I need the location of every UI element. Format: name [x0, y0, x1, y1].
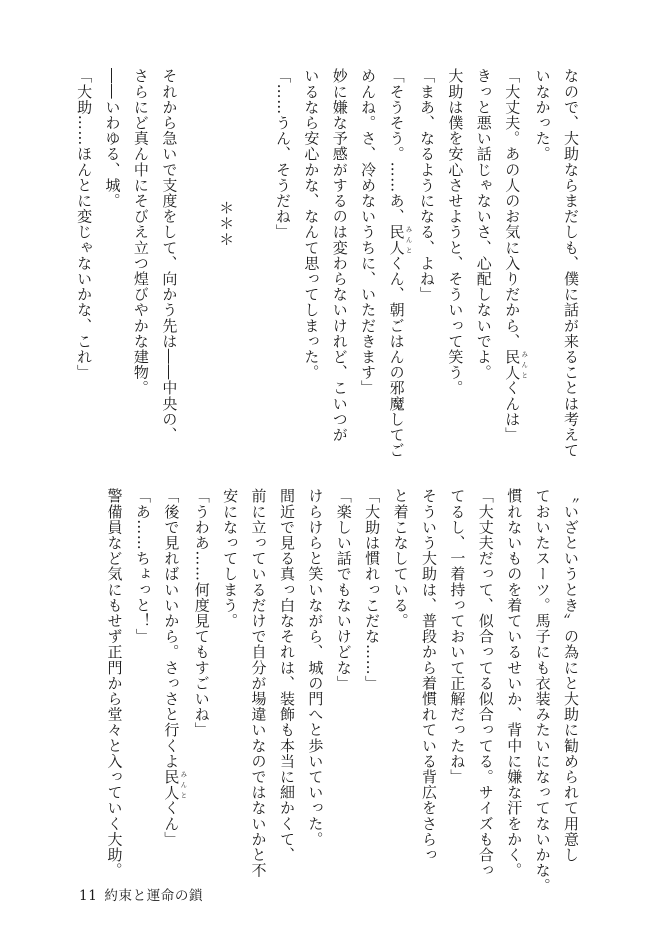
text-line: それから急いで支度をして、向かう先は――中央の、: [160, 68, 179, 443]
text-line: ておいたスーツ。馬子にも衣装みたいになってないかな。: [533, 488, 552, 894]
text-line: 「大丈夫。あの人のお気に入りだから、民人 みんとくんは」: [503, 68, 529, 443]
text-line: けらけらと笑いながら、城の門へと歩いていった。: [306, 488, 325, 847]
text-line: 「大助……ほんとに変じゃないかな、これ」: [75, 68, 94, 380]
text-line: ――いわゆる、城。: [103, 68, 122, 209]
text-line: 「まあ、なるようになる、よね」: [417, 68, 436, 302]
text-line: 「うわあ……何度見てもすごいね」: [192, 488, 211, 738]
text-line: 「そうそう。……あ、民人 みんとくん、朝ごはんの邪魔してご: [387, 68, 413, 459]
text-line: 間近で見る真っ白なそれは、装飾も本当に細かくて、: [277, 488, 296, 863]
text-line: 妙に嫌な予感がするのは変わらないけれど、こいつが: [330, 68, 349, 443]
text-line: てるし、一着持っておいて正解だったね」: [448, 488, 467, 785]
text-line: 「あ……ちょっと！」: [133, 488, 152, 644]
text-line: 「大丈夫だって、似合ってる似合ってる。サイズも合っ: [476, 488, 495, 878]
text-line: 「……うん、そうだね」: [273, 68, 292, 240]
text-line: なので、大助ならまだしも、僕に話が来ることは考えて: [562, 68, 580, 458]
lower-text-block: [100, 488, 585, 894]
text-line: 〝いざというとき〟の為にと大助に勧められて用意し: [562, 488, 580, 863]
text-line: 大助は僕を安心させようと、そういって笑う。: [446, 68, 465, 396]
text-line: そういう大助は、普段から着慣れている背広をさらっ: [419, 488, 438, 863]
text-line: いるなら安心かな、なんて思ってしまった。: [302, 68, 321, 380]
page-footer: [79, 884, 203, 904]
text-line: 「後で見ればいいから。さっさと行くよ民人 みんとくん」: [162, 488, 188, 847]
scene-break: ＊＊＊: [217, 200, 236, 247]
upper-text-block: [70, 68, 585, 460]
text-line: 「楽しい話でもないけどな」: [334, 488, 353, 691]
text-line: 慣れないものを着ているせいか、背中に嫌な汗をかく。: [505, 488, 524, 878]
text-line: めんね。さ、冷めないうちに、いただきます」: [359, 68, 378, 396]
page-number: 11: [79, 888, 98, 904]
text-line: きっと悪い話じゃないさ、心配しないでよ。: [474, 68, 493, 380]
text-line: 警備員など気にもせず正門から堂々と入っていく大助。: [105, 488, 124, 878]
text-line: 安になってしまう。: [221, 488, 240, 629]
chapter-title: 約束と運命の鎖: [104, 888, 204, 904]
text-line: 「大助は慣れっこだな……」: [363, 488, 382, 691]
text-line: と着こなしている。: [391, 488, 410, 629]
text-line: いなかった。: [533, 68, 552, 162]
text-line: さらにど真ん中にそびえ立つ煌びやかな建物。: [131, 68, 150, 396]
text-line: 前に立っているだけで自分が場違いなのではないかと不: [249, 488, 268, 878]
